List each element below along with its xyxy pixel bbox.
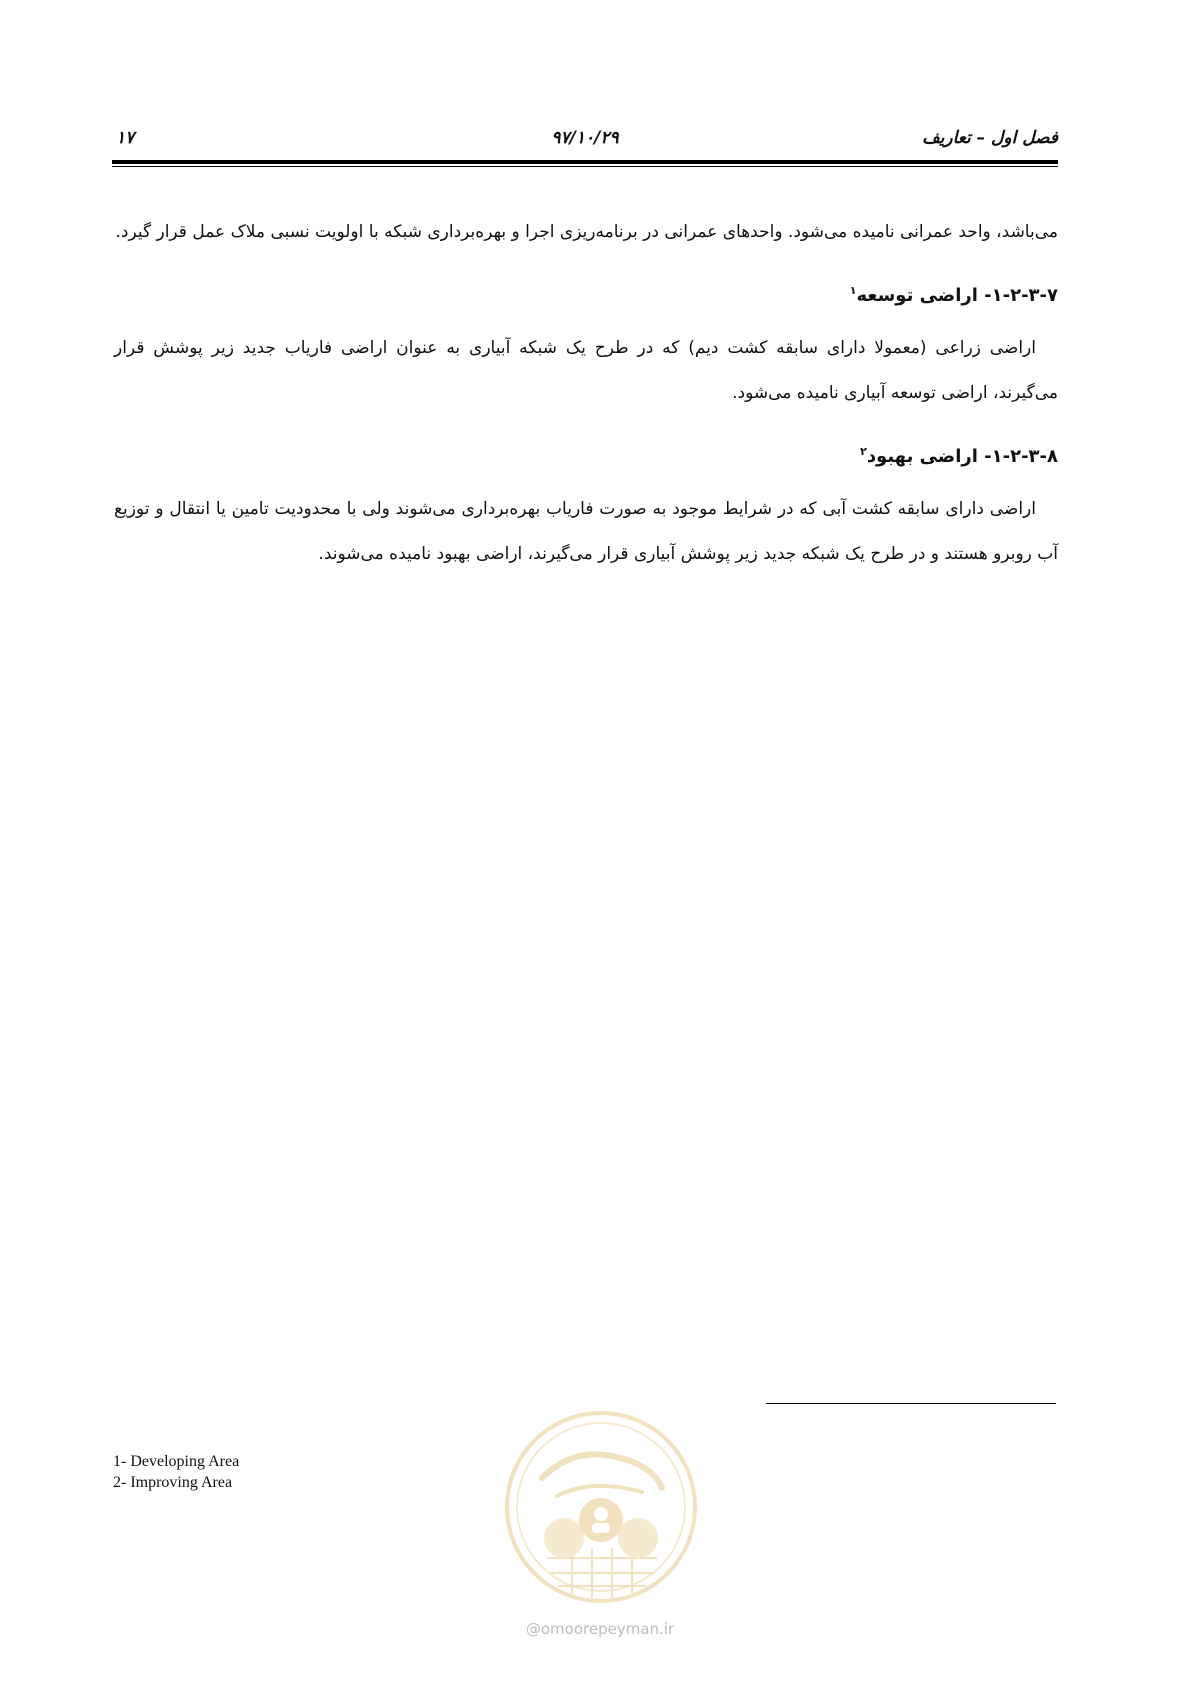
- page-number: ۱۷: [116, 128, 135, 148]
- paragraph-developing: اراضی زراعی (معمولا دارای سابقه کشت دیم) که در طرح یک شبکه آبیاری به عنوان اراضی فاریاب جدید زیر پوشش قرار می‌گیرند، اراضی توسعه آبیاری نامیده می‌شود.: [114, 338, 1058, 403]
- header-date: ۹۷/۱۰/۲۹: [551, 128, 619, 148]
- footnote-ref: ۱: [849, 284, 857, 297]
- chapter-title: فصل اول – تعاریف: [922, 128, 1058, 148]
- section-heading-improving: [114, 434, 1058, 475]
- footnote-2: 2- Improving Area: [113, 1474, 233, 1491]
- paragraph-improving: اراضی دارای سابقه کشت آبی که در شرایط موجود به صورت فاریاب بهره‌برداری می‌شوند ولی با محدودیت تامین یا انتقال و توزیع آب روبرو هستند و در طرح یک شبکه جدید زیر پوشش آبیاری قرار می‌گیرند، اراضی بهبود نامیده می‌شوند.: [114, 499, 1058, 564]
- page-header: [112, 128, 1058, 152]
- section-heading-developing: [114, 273, 1058, 314]
- watermark-logo-icon: [502, 1408, 700, 1606]
- header-rule-thick: [112, 160, 1058, 164]
- heading-text: ۱-۲-۳-۸- اراضی بهبود: [866, 446, 1058, 467]
- header-rule-thin: [112, 166, 1058, 167]
- document-body: [114, 210, 1058, 577]
- footnote-1: 1- Developing Area: [113, 1453, 240, 1470]
- footnote-ref: ۲: [860, 445, 867, 458]
- watermark-logo: [502, 1408, 700, 1606]
- heading-text: ۱-۲-۳-۷- اراضی توسعه: [856, 285, 1058, 306]
- watermark-url: @omoorepeyman.ir: [525, 1620, 675, 1638]
- paragraph-1: می‌باشد، واحد عمرانی نامیده می‌شود. واحدهای عمرانی در برنامه‌ریزی اجرا و بهره‌برداری شبکه با اولویت نسبی ملاک عمل قرار گیرد.: [115, 222, 1058, 242]
- footnotes: [113, 1451, 239, 1493]
- footnote-separator: [766, 1403, 1056, 1404]
